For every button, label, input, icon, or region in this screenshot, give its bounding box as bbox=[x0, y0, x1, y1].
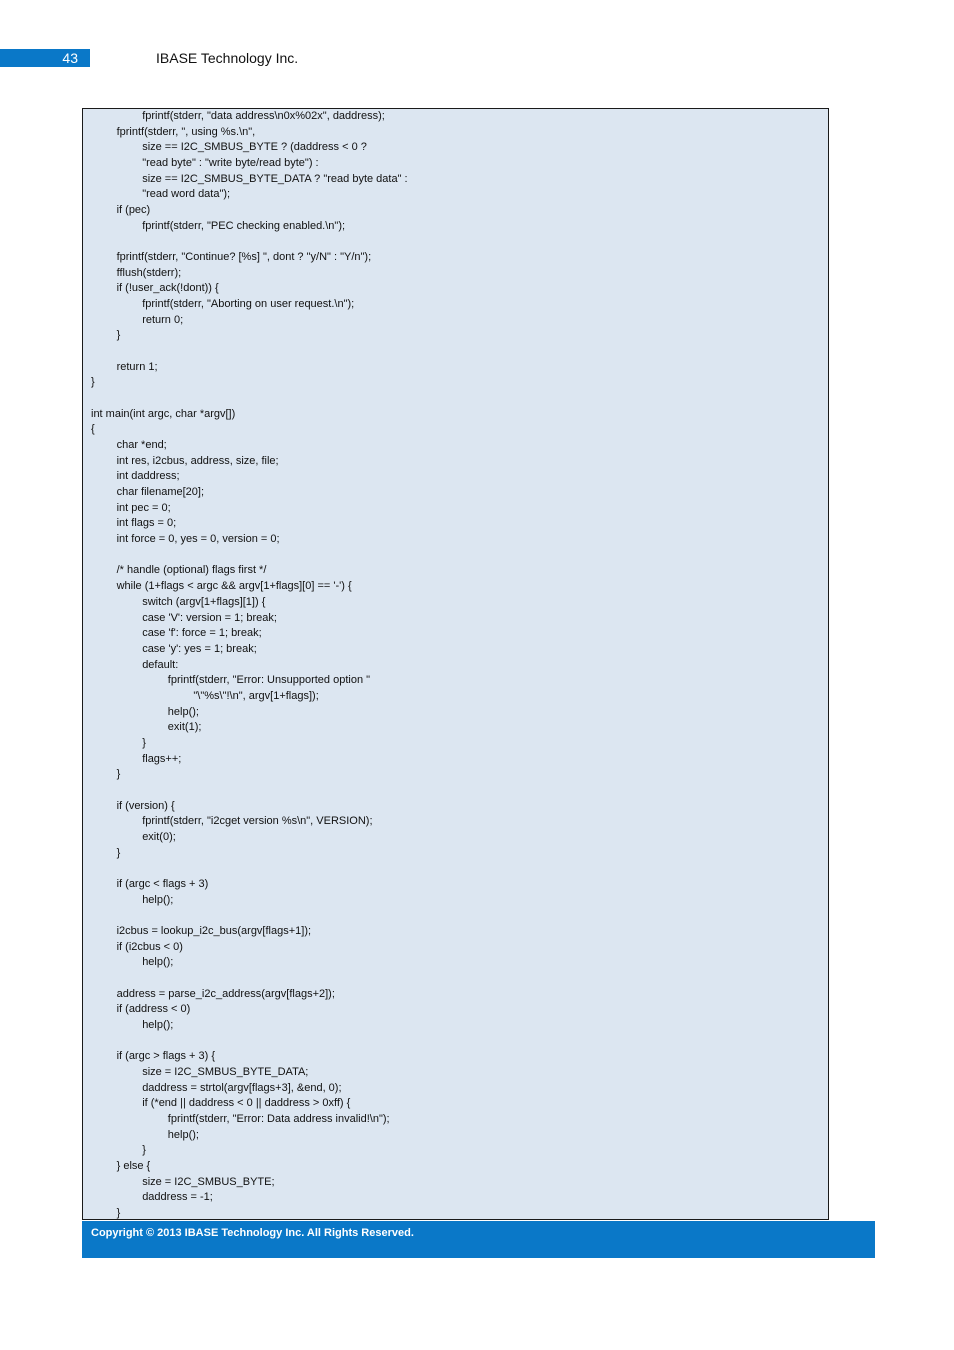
code-line: size == I2C_SMBUS_BYTE ? (daddress < 0 ? bbox=[142, 141, 367, 154]
page-number: 43 bbox=[62, 50, 78, 66]
code-line: default: bbox=[142, 658, 179, 671]
code-line: } bbox=[116, 846, 121, 859]
code-line: size = I2C_SMBUS_BYTE; bbox=[142, 1175, 275, 1188]
code-line bbox=[91, 344, 408, 360]
code-line: help(); bbox=[167, 1128, 199, 1141]
footer-bar bbox=[82, 1221, 875, 1258]
code-line: if (argc > flags + 3) { bbox=[116, 1050, 216, 1063]
code-line: { bbox=[91, 423, 95, 436]
code-line: fprintf(stderr, "PEC checking enabled.\n"); bbox=[142, 219, 346, 232]
code-line: int force = 0, yes = 0, version = 0; bbox=[116, 533, 280, 546]
code-line bbox=[91, 908, 408, 924]
code-line: "read word data"); bbox=[142, 188, 231, 201]
code-line: fprintf(stderr, "Aborting on user request.\n"); bbox=[142, 298, 355, 311]
page-number-badge bbox=[0, 49, 90, 67]
code-line: /* handle (optional) flags first */ bbox=[116, 564, 267, 577]
code-line: char *end; bbox=[116, 439, 167, 452]
code-line: int pec = 0; bbox=[116, 501, 171, 514]
code-line bbox=[91, 234, 408, 250]
code-line: while (1+flags < argc && argv[1+flags][0] == '-') { bbox=[116, 580, 352, 593]
code-line: exit(0); bbox=[142, 830, 176, 843]
code-line: "read byte" : "write byte/read byte") : bbox=[142, 157, 319, 170]
code-line: fprintf(stderr, ", using %s.\n", bbox=[116, 125, 256, 138]
code-line: case 'y': yes = 1; break; bbox=[142, 642, 257, 655]
code-line: } bbox=[116, 1207, 121, 1220]
code-line: int res, i2cbus, address, size, file; bbox=[116, 454, 279, 467]
code-line: } bbox=[116, 329, 121, 342]
code-line: fprintf(stderr, "Error: Data address invalid!\n"); bbox=[167, 1113, 390, 1125]
code-line: int flags = 0; bbox=[116, 517, 177, 530]
code-line: } else { bbox=[116, 1160, 151, 1173]
code-line bbox=[91, 548, 408, 564]
code-line: fflush(stderr); bbox=[116, 266, 182, 279]
code-line bbox=[91, 1034, 408, 1050]
code-line: size == I2C_SMBUS_BYTE_DATA ? "read byte data" : bbox=[142, 172, 408, 185]
code-line: i2cbus = lookup_i2c_bus(argv[flags+1]); bbox=[116, 924, 312, 937]
code-line bbox=[91, 861, 408, 877]
company-name-header: IBASE Technology Inc. bbox=[156, 50, 299, 66]
code-line: fprintf(stderr, "i2cget version %s\n", VERSION); bbox=[142, 815, 373, 828]
code-line: help(); bbox=[142, 893, 174, 906]
code-line: case 'f': force = 1; break; bbox=[142, 627, 262, 640]
code-line: int main(int argc, char *argv[]) bbox=[91, 407, 236, 420]
code-line bbox=[91, 783, 408, 799]
code-line: daddress = -1; bbox=[142, 1191, 213, 1204]
code-line: if (address < 0) bbox=[116, 1003, 191, 1016]
code-line: flags++; bbox=[142, 752, 182, 765]
code-line: int daddress; bbox=[116, 470, 180, 483]
code-line: if (*end || daddress < 0 || daddress > 0xff) { bbox=[142, 1097, 351, 1110]
code-line: if (i2cbus < 0) bbox=[116, 940, 183, 953]
code-line: if (argc < flags + 3) bbox=[116, 877, 209, 890]
code-line: char filename[20]; bbox=[116, 486, 205, 499]
code-line: daddress = strtol(argv[flags+3], &end, 0); bbox=[142, 1081, 342, 1094]
code-line: } bbox=[142, 1144, 146, 1157]
code-line: } bbox=[116, 768, 121, 781]
code-line: size = I2C_SMBUS_BYTE_DATA; bbox=[142, 1065, 309, 1078]
code-line: case 'V': version = 1; break; bbox=[142, 611, 277, 624]
code-line: if (version) { bbox=[116, 799, 175, 812]
code-line: if (!user_ack(!dont)) { bbox=[116, 282, 219, 295]
code-line: fprintf(stderr, "data address\n0x%02x", daddress); bbox=[142, 110, 385, 122]
copyright-text: Copyright © 2013 IBASE Technology Inc. All Rights Reserved. bbox=[91, 1227, 414, 1239]
code-line: if (pec) bbox=[116, 204, 151, 217]
code-line: return 1; bbox=[116, 360, 158, 373]
code-line bbox=[91, 391, 408, 407]
code-line: exit(1); bbox=[167, 721, 202, 734]
code-line: help(); bbox=[142, 1018, 174, 1031]
code-line: "\"%s\"!\n", argv[1+flags]); bbox=[193, 689, 319, 702]
code-line: help(); bbox=[142, 956, 174, 969]
code-line: } bbox=[142, 736, 146, 749]
code-line: fprintf(stderr, "Error: Unsupported option " bbox=[167, 674, 371, 687]
code-line bbox=[91, 971, 408, 987]
code-line: address = parse_i2c_address(argv[flags+2]); bbox=[116, 987, 335, 1000]
code-line: switch (argv[1+flags][1]) { bbox=[142, 595, 266, 608]
code-line: } bbox=[91, 376, 95, 389]
code-listing-box bbox=[82, 108, 829, 1220]
code-line: return 0; bbox=[142, 313, 184, 326]
code-lines bbox=[91, 109, 408, 1220]
code-line: fprintf(stderr, "Continue? [%s] ", dont ? "y/N" : "Y/n"); bbox=[116, 251, 372, 264]
code-line: help(); bbox=[167, 705, 199, 718]
